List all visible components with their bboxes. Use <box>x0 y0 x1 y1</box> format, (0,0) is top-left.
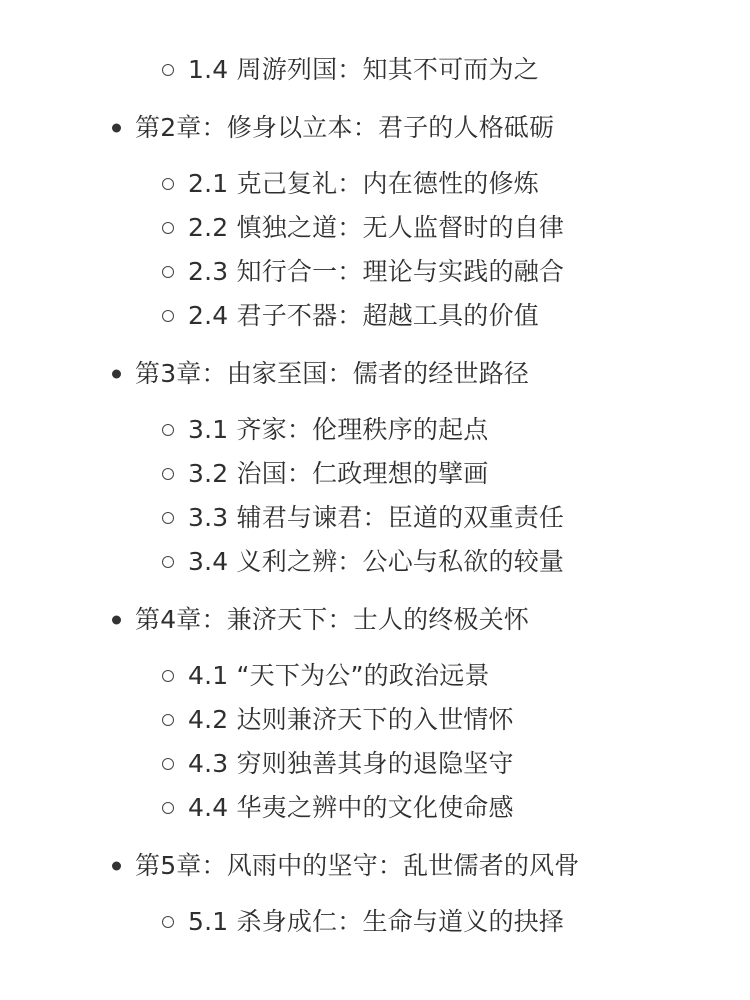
filled-bullet-icon <box>112 616 121 625</box>
chapter-title: 第3章：由家至国：儒者的经世路径 <box>135 359 530 388</box>
hollow-bullet-icon <box>162 266 174 278</box>
filled-bullet-icon <box>112 124 121 133</box>
hollow-bullet-icon <box>162 310 174 322</box>
hollow-bullet-icon <box>162 178 174 190</box>
section-title: 3.2 治国：仁政理想的擘画 <box>188 459 489 488</box>
section-title: 4.3 穷则独善其身的退隐坚守 <box>188 749 514 778</box>
section-title: 2.4 君子不器：超越工具的价值 <box>188 301 539 330</box>
section-title: 2.1 克己复礼：内在德性的修炼 <box>188 169 539 198</box>
hollow-bullet-icon <box>162 64 174 76</box>
chapter-title: 第2章：修身以立本：君子的人格砥砺 <box>135 113 555 142</box>
section-title: 4.2 达则兼济天下的入世情怀 <box>188 705 514 734</box>
filled-bullet-icon <box>112 370 121 379</box>
section-title: 3.4 义利之辨：公心与私欲的较量 <box>188 547 565 576</box>
section-title: 2.2 慎独之道：无人监督时的自律 <box>188 213 565 242</box>
hollow-bullet-icon <box>162 222 174 234</box>
hollow-bullet-icon <box>162 916 174 928</box>
section-title: 2.3 知行合一：理论与实践的融合 <box>188 257 565 286</box>
section-title: 3.3 辅君与谏君：臣道的双重责任 <box>188 503 565 532</box>
filled-bullet-icon <box>112 862 121 871</box>
hollow-bullet-icon <box>162 758 174 770</box>
hollow-bullet-icon <box>162 670 174 682</box>
hollow-bullet-icon <box>162 714 174 726</box>
section-title: 3.1 齐家：伦理秩序的起点 <box>188 415 489 444</box>
hollow-bullet-icon <box>162 556 174 568</box>
section-title: 1.4 周游列国：知其不可而为之 <box>188 55 539 84</box>
chapter-title: 第5章：风雨中的坚守：乱世儒者的风骨 <box>135 851 580 880</box>
section-title: 4.1 “天下为公”的政治远景 <box>188 661 490 690</box>
hollow-bullet-icon <box>162 468 174 480</box>
section-title: 5.1 杀身成仁：生命与道义的抉择 <box>188 907 565 936</box>
hollow-bullet-icon <box>162 424 174 436</box>
chapter-title: 第4章：兼济天下：士人的终极关怀 <box>135 605 530 634</box>
section-title: 4.4 华夷之辨中的文化使命感 <box>188 793 514 822</box>
hollow-bullet-icon <box>162 802 174 814</box>
hollow-bullet-icon <box>162 512 174 524</box>
